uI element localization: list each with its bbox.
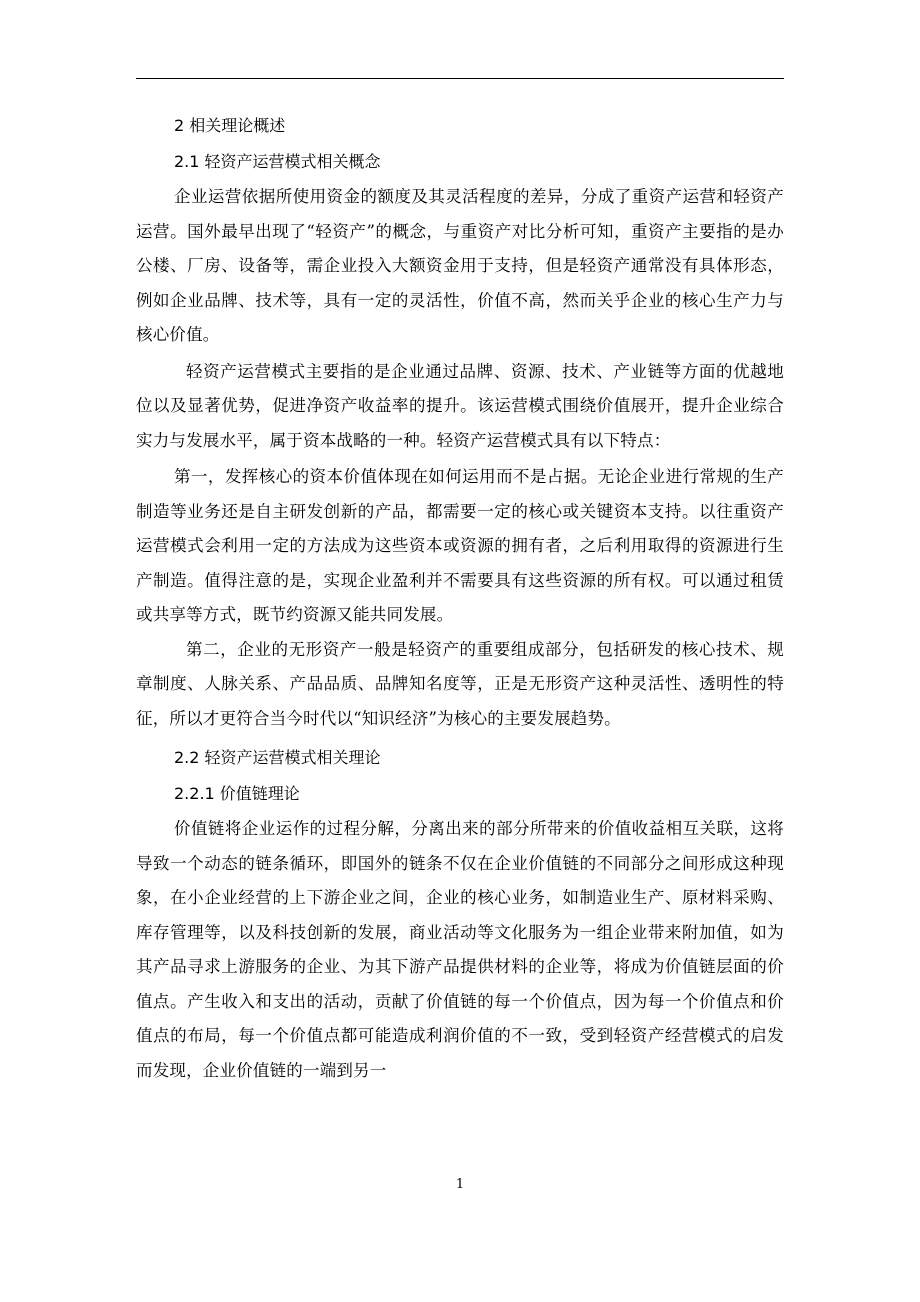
paragraph-1: 企业运营依据所使用资金的额度及其灵活程度的差异，分成了重资产运营和轻资产运营。国外最早出现了“轻资产”的概念，与重资产对比分析可知，重资产主要指的是办公楼、厂房、设备等，需企业投入大额资金用于支持，但是轻资产通常没有具体形态，例如企业品牌、技术等，具有一定的灵活性，价值不高，然而关乎企业的核心生产力与核心价值。	[136, 187, 784, 344]
section-2-2-heading: 2.2 轻资产运营模式相关理论	[174, 748, 381, 767]
page-body	[136, 108, 784, 1088]
paragraph-3: 第一，发挥核心的资本价值体现在如何运用而不是占据。无论企业进行常规的生产制造等业务还是自主研发创新的产品，都需要一定的核心或关键资本支持。以往重资产运营模式会利用一定的方法成为这些资本或资源的拥有者，之后利用取得的资源进行生产制造。值得注意的是，实现企业盈利并不需要具有这些资源的所有权。可以通过租赁或共享等方式，既节约资源又能共同发展。	[136, 467, 784, 624]
section-2-1-heading: 2.1 轻资产运营模式相关概念	[174, 152, 381, 171]
section-2-heading: 2 相关理论概述	[174, 116, 286, 135]
header-rule	[136, 78, 784, 79]
paragraph-4: 第二，企业的无形资产一般是轻资产的重要组成部分，包括研发的核心技术、规章制度、人脉关系、产品品质、品牌知名度等，正是无形资产这种灵活性、透明性的特征，所以才更符合当今时代以“知识经济”为核心的主要发展趋势。	[136, 639, 784, 728]
section-2-2-1-heading: 2.2.1 价值链理论	[174, 784, 300, 803]
paragraph-5: 价值链将企业运作的过程分解，分离出来的部分所带来的价值收益相互关联，这将导致一个动态的链条循环，即国外的链条不仅在企业价值链的不同部分之间形成这种现象，在小企业经营的上下游企业之间，企业的核心业务，如制造业生产、原材料采购、库存管理等，以及科技创新的发展，商业活动等文化服务为一组企业带来附加值，如为其产品寻求上游服务的企业、为其下游产品提供材料的企业等，将成为价值链层面的价值点。产生收入和支出的活动，贡献了价值链的每一个价值点，因为每一个价值点和价值点的布局，每一个价值点都可能造成利润价值的不一致，受到轻资产经营模式的启发而发现，企业价值链的一端到另一	[136, 819, 784, 1080]
paragraph-2: 轻资产运营模式主要指的是企业通过品牌、资源、技术、产业链等方面的优越地位以及显著优势，促进净资产收益率的提升。该运营模式围绕价值展开，提升企业综合实力与发展水平，属于资本战略的一种。轻资产运营模式具有以下特点：	[136, 361, 784, 450]
page-number: 1	[455, 1177, 465, 1192]
